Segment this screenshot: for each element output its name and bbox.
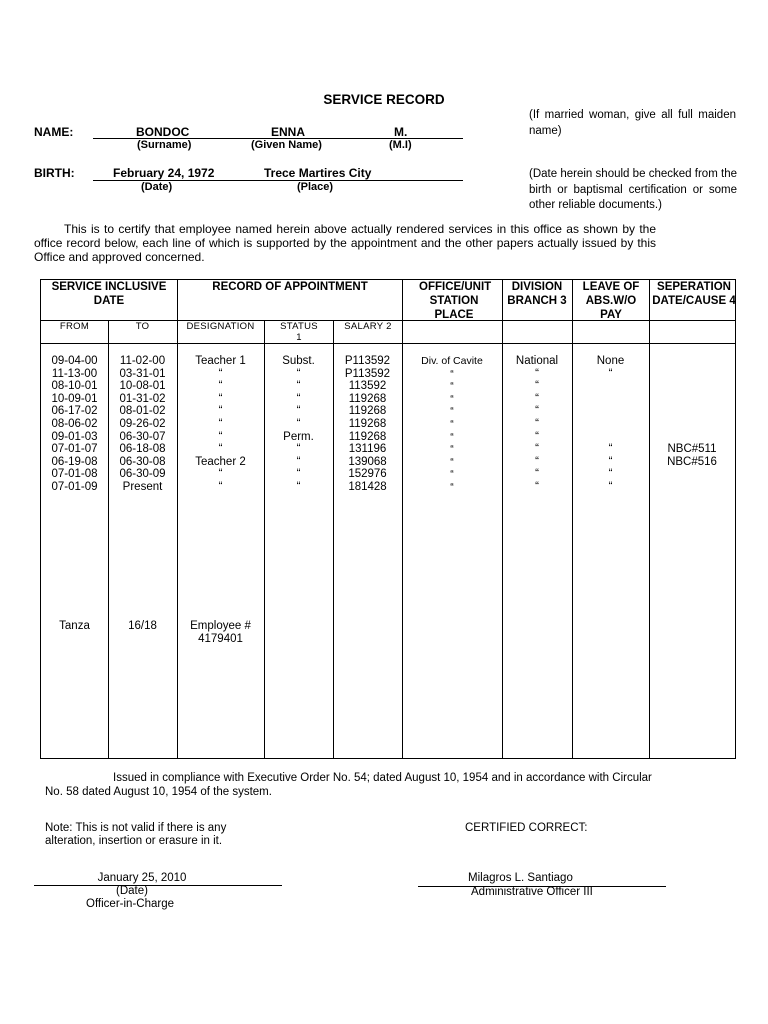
cell-status: “ <box>296 405 301 418</box>
column-leave <box>572 355 649 494</box>
cell-leave <box>572 405 649 418</box>
cell-designation: Teacher 2 <box>195 455 246 468</box>
cell-designation: “ <box>218 392 223 405</box>
cell-leave: “ <box>608 468 613 481</box>
cell-salary: 152976 <box>348 468 387 481</box>
signatory-name: Milagros L. Santiago <box>468 872 573 884</box>
cell-separation <box>649 380 735 393</box>
middle-initial-value: M. <box>394 125 408 139</box>
cell-to: 06-30-08 <box>119 455 166 468</box>
header-record-appointment: RECORD OF APPOINTMENT <box>212 281 368 293</box>
header-separation: SEPERATION DATE/CAUSE 4 <box>652 281 736 307</box>
cell-to: 11-02-00 <box>119 355 166 367</box>
cell-separation: NBC#516 <box>667 455 717 468</box>
cell-to: 06-18-08 <box>119 443 166 456</box>
cell-leave <box>572 418 649 431</box>
cell-office: “ <box>450 480 454 493</box>
cell-separation <box>649 393 735 406</box>
divider-division-leave <box>572 280 573 758</box>
service-record-table <box>40 279 736 759</box>
name-label: NAME: <box>34 125 74 139</box>
divider-office-division <box>502 280 503 758</box>
divider-date-record <box>177 280 178 758</box>
cell-to: 06-30-07 <box>119 430 166 443</box>
birth-date-value: February 24, 1972 <box>113 166 215 180</box>
cell-office: “ <box>450 417 454 430</box>
cell-leave: None <box>596 355 625 367</box>
divider-subheader-bottom <box>41 343 735 344</box>
column-from <box>41 355 108 494</box>
header-service-date: SERVICE INCLUSIVE DATE <box>51 281 167 307</box>
birth-label: BIRTH: <box>34 166 75 180</box>
cell-office: “ <box>450 405 454 418</box>
header-office-station: OFFICE/UNIT STATION PLACE <box>419 281 492 321</box>
cell-to: 06-30-09 <box>119 468 166 481</box>
header-division-branch: DIVISION BRANCH 3 <box>507 281 567 307</box>
issued-compliance-paragraph: Issued in compliance with Executive Order No. 54; dated August 10, 1954 and in accordance with Circular No. 58 dated August 10, 1954 of the system. <box>45 772 652 798</box>
cell-status: “ <box>296 480 301 493</box>
cell-leave: “ <box>608 480 613 493</box>
subheader-salary: SALARY 2 <box>344 321 392 332</box>
cell-status: “ <box>296 455 301 468</box>
cell-designation: Teacher 1 <box>195 355 246 367</box>
page-title: SERVICE RECORD <box>323 92 445 107</box>
birth-date-caption: (Date) <box>141 181 173 193</box>
cell-separation: NBC#511 <box>667 443 717 456</box>
cell-salary: 119268 <box>348 430 387 443</box>
certified-correct-label: CERTIFIED CORRECT: <box>465 822 588 834</box>
cell-salary: 181428 <box>348 480 387 493</box>
signature-date: January 25, 2010 <box>97 872 187 884</box>
cell-leave <box>572 380 649 393</box>
cell-status: “ <box>296 468 301 481</box>
cell-office: “ <box>450 392 454 405</box>
cell-division: “ <box>535 380 539 393</box>
cell-designation: “ <box>218 405 223 418</box>
given-name-caption: (Given Name) <box>251 139 322 151</box>
cell-office: “ <box>450 380 454 393</box>
cell-salary: P113592 <box>344 355 391 367</box>
cell-division: “ <box>535 443 539 456</box>
cell-from: 09-01-03 <box>51 430 98 443</box>
middle-initial-caption: (M.I) <box>389 139 412 151</box>
cell-from: 10-09-01 <box>51 392 98 405</box>
cell-division: National <box>515 355 559 367</box>
cell-designation: “ <box>218 380 223 393</box>
cell-division: “ <box>535 405 539 418</box>
cell-designation: “ <box>218 417 223 430</box>
cell-separation <box>649 405 735 418</box>
given-name-value: ENNA <box>271 125 306 139</box>
cell-leave <box>572 431 649 444</box>
cell-from: 08-06-02 <box>51 417 98 430</box>
cell-status: “ <box>296 380 301 393</box>
cell-status: Perm. <box>283 430 314 443</box>
cell-to: 10-08-01 <box>119 380 166 393</box>
certification-paragraph: This is to certify that employee named herein above actually rendered services in this office as shown by the office record below, each line of which is supported by the appointment and the other papers actually issued by this Office and approved concerned. <box>34 222 656 264</box>
header-leave-without-pay: LEAVE OF ABS.W/O PAY <box>582 281 640 321</box>
cell-salary: P113592 <box>344 367 391 380</box>
surname-caption: (Surname) <box>137 139 192 151</box>
cell-separation <box>649 418 735 431</box>
cell-salary: 139068 <box>348 455 387 468</box>
cell-designation: “ <box>218 443 223 456</box>
cell-division: “ <box>535 392 539 405</box>
cell-from: 08-10-01 <box>51 380 98 393</box>
cell-division: “ <box>535 468 539 481</box>
signatory-title: Administrative Officer III <box>471 886 593 898</box>
cell-to: 01-31-02 <box>119 392 166 405</box>
cell-salary: 131196 <box>348 443 387 456</box>
cell-separation <box>649 355 735 368</box>
cell-leave: “ <box>608 443 613 456</box>
cell-office: “ <box>450 468 454 481</box>
subheader-from: FROM <box>59 321 90 332</box>
surname-value: BONDOC <box>136 125 190 139</box>
cell-designation: “ <box>218 468 223 481</box>
date-check-note: (Date herein should be checked from the birth or baptismal certification or some other reliable documents.) <box>529 168 737 211</box>
footer-employee-number: Employee # 4179401 <box>190 620 251 645</box>
cell-division: “ <box>535 480 539 493</box>
cell-to: 03-31-01 <box>119 367 166 380</box>
validity-note: Note: This is not valid if there is any alteration, insertion or erasure in it. <box>45 822 227 847</box>
subheader-status: STATUS 1 <box>280 321 318 343</box>
cell-office: “ <box>450 430 454 443</box>
cell-leave: “ <box>608 455 613 468</box>
cell-status: Subst. <box>282 355 315 367</box>
cell-separation <box>649 481 735 494</box>
cell-leave: “ <box>608 367 613 380</box>
cell-from: 06-17-02 <box>51 405 98 418</box>
column-status <box>264 355 333 494</box>
cell-designation: “ <box>218 480 223 493</box>
cell-office: “ <box>450 443 454 456</box>
column-separation <box>649 355 735 494</box>
cell-office: “ <box>450 455 454 468</box>
cell-division: “ <box>535 430 539 443</box>
cell-office: “ <box>450 367 454 380</box>
married-woman-note: (If married woman, give all full maiden name) <box>529 109 736 137</box>
cell-from: 09-04-00 <box>51 355 98 367</box>
signature-date-caption: (Date) <box>116 885 148 897</box>
cell-from: 07-01-08 <box>51 468 98 481</box>
cell-from: 07-01-07 <box>51 443 98 456</box>
divider-record-office <box>402 280 403 758</box>
cell-status: “ <box>296 392 301 405</box>
cell-status: “ <box>296 367 301 380</box>
cell-from: 11-13-00 <box>51 367 98 380</box>
subheader-to: TO <box>135 321 150 332</box>
cell-status: “ <box>296 443 301 456</box>
footer-code: 16/18 <box>128 620 157 632</box>
footer-location: Tanza <box>59 620 90 632</box>
cell-office: Div. of Cavite <box>421 355 483 367</box>
cell-leave <box>572 393 649 406</box>
officer-in-charge-label: Officer-in-Charge <box>86 898 174 910</box>
cell-from: 07-01-09 <box>51 480 98 493</box>
cell-separation <box>649 468 735 481</box>
cell-to: 08-01-02 <box>119 405 166 418</box>
cell-division: “ <box>535 455 539 468</box>
cell-designation: “ <box>218 367 223 380</box>
birth-place-value: Trece Martires City <box>264 166 372 180</box>
cell-division: “ <box>535 367 539 380</box>
cell-salary: 113592 <box>348 380 387 393</box>
column-to <box>108 355 177 494</box>
cell-separation <box>649 368 735 381</box>
cell-division: “ <box>535 417 539 430</box>
column-division <box>502 355 572 494</box>
cell-salary: 119268 <box>348 417 387 430</box>
cell-separation <box>649 431 735 444</box>
cell-from: 06-19-08 <box>51 455 98 468</box>
cell-status: “ <box>296 417 301 430</box>
birth-place-caption: (Place) <box>297 181 334 193</box>
cell-designation: “ <box>218 430 223 443</box>
column-salary <box>333 355 402 494</box>
column-office <box>402 355 502 494</box>
cell-salary: 119268 <box>348 392 387 405</box>
divider-leave-separation <box>649 280 650 758</box>
cell-to: Present <box>122 480 163 493</box>
cell-salary: 119268 <box>348 405 387 418</box>
subheader-designation: DESIGNATION <box>186 321 255 332</box>
column-designation <box>177 355 264 494</box>
cell-to: 09-26-02 <box>119 417 166 430</box>
